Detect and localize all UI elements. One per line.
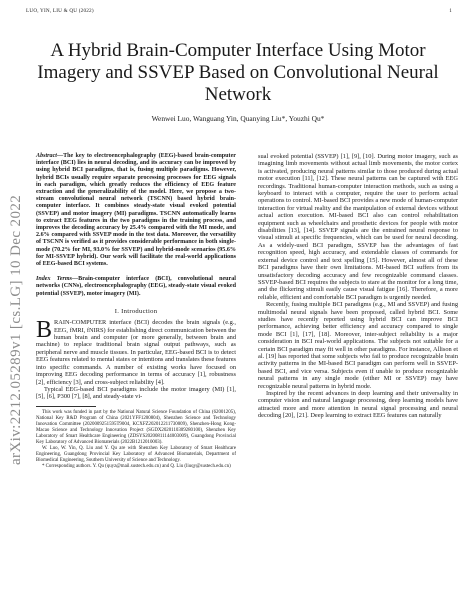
abstract-label: Abstract [36,153,57,159]
index-terms-text: —Brain-computer interface (BCI), convolutional neural networks (CNNs), electroencephalography (EEG), steady-state visual evoked potential (SSVEP), motor imagery (MI). [36,276,236,297]
right-column [258,153,458,420]
intro-paragraph-2: Typical EEG-based BCI paradigms include the motor imagery (MI) [1], [5], [6], P300 [7], [8], and steady-state vi- [36,385,236,401]
author-list: Wenwei Luo, Wanguang Yin, Quanying Liu*, Youzhi Qu* [151,114,325,123]
drop-cap: B [36,317,53,344]
footnote-corresponding: * Corresponding authors. Y. Qu (quyz@mail.sustech.edu.cn) and Q. Liu (liuqy@sustech.edu.cn) [42,463,231,469]
running-title: LUO, YIN, LIU & QU (2022) [26,8,94,14]
intro-paragraph-1-text: RAIN-COMPUTER interface (BCI) decodes the brain signals (e.g., EEG, fMRI, fNIRS) for establishing direct communication between the human brain and computer (or more generally, between brain and machine) to replace traditional brain signal output pathways, such as peripheral nerve and muscle tissues. In particular, EEG-based BCI is to detect EEG features related to mental states or intentions and translates these features into specific commands. A number of existing works have focused on improving EEG decoding performance in terms of accuracy [1], robustness [2], efficiency [3], and cross-subject reliability [4]. [36,319,236,386]
body-paragraph-3: Inspired by the recent advances in deep learning and their universality in computer vision and natural language processing, deep learning models have attracted more and more attention in neural signal processing and neural decoding [20], [21]. Deep learning to extract EEG features can naturally [258,390,458,420]
intro-paragraph-1 [36,319,236,386]
index-terms-label: Index Terms [36,276,73,283]
abstract [36,153,236,268]
arxiv-stamp [6,165,24,465]
footnote-funding: This work was funded in part by the National Natural Science Foundation of China (62001205), National Key R&D Program of China (2021YFF1200804), Shenzhen Science and Technology Innovation Committee (2020009251595T9004, KCXFZ202012211730009), Shenzhen-Hong Kong-Macao Science and Technology Innovation Project (SGDX2020110309280100), Shenzhen Key Laboratory of Smart Healthcare Engineering (ZDSYS20200811144003009), Guangdong Provincial Key Laboratory of Advanced Biomaterials (2022B1212010003). [36,409,236,445]
body-paragraph-2: Recently, fusing multiple BCI paradigms (e.g., MI and SSVEP) and fusing multimodal neural signals have been proposed, called hybrid BCI. Some studies have recently reported using hybrid BCI can improve BCI performance, achieving better efficiency and accuracy compared to single mode BCI [1], [17], [18]. Moreover, inter-subject reliability is a major consideration in BCI real-world applications. The subjects not suitable for a certain BCI paradigm may fit well in other paradigms. For instance, Allison et al. [19] has reported that some subjects who fail to produce recognizable brain activity patterns in the MI-based BCI paradigm can perform well in SSVEP-based BCI, and vice versa. Subjects even if unable to produce recognizable neural patterns in any single mode (either MI or SSVEP) may have recognizable neural patterns in hybrid mode. [258,301,458,390]
paper-title: A Hybrid Brain-Computer Interface Using Motor Imagery and SSVEP Based on Convolutional Neural Network [37,40,439,105]
abstract-text: —The key to electroencephalography (EEG)-based brain-computer interface (BCI) lies in neural decoding, and its accuracy can be improved by using hybrid BCI paradigms, that is, fusing multiple paradigms. However, hybrid BCIs usually require separate processing processes for EEG signals in each paradigm, which greatly reduces the efficiency of EEG feature extraction and the generalizability of the model. Here, we propose a two-stream convolutional neural network (TSCNN) based hybrid brain-computer interface. It combines steady-state visual evoked potential (SSVEP) and motor imagery (MI) paradigms. TSCNN automatically learns to extract EEG features in the two paradigms in the training process, and improves the decoding accuracy by 25.4% compared with the MI mode, and 2.6% compared with SSVEP mode in the test data. Moreover, the versatility of TSCNN is verified as it provides considerable performance in both single-mode (70.2% for MI, 93.0% for SSVEP) and hybrid-mode scenarios (95.6% for MI-SSVEP hybrid). Our work will facilitate the real-world applications of EEG-based BCI systems. [36,153,236,268]
index-terms [36,276,236,298]
running-header [26,8,452,17]
section-heading-introduction: I. Introduction [114,307,158,315]
body-paragraph-1: sual evoked potential (SSVEP) [1], [9], [10]. During motor imagery, such as imagining limb movements without actual limb movements, the motor cortex is activated, producing neural patterns similar to those produced during actual motor execution [11], [12]. These neural patterns can be captured with EEG recordings. Traditional human-computer interaction methods, such as using a keyboard to interact with a computer, require the user to perform actual operations to control. MI-based BCI provides a new mode of human-computer interaction for virtual reality and the manipulation of external devices without actual action execution. MI-based BCI also can control rehabilitation equipment such as wheelchairs and prosthetic devices for people with motor disabilities [13], [14]. SSVEP signals are the entrained neural response to visual stimuli at specific frequencies, which can be used for neural decoding. As a widely-used BCI paradigm, SSVEP has the advantages of fast recognition speed, high accuracy, and extendable classes of commands for external device control and text spelling [15]. However, almost all of these BCI paradigms have their own limitations. MI-based BCI suffers from its unsatisfactory decoding accuracy and few recognizable command classes. SSVEP-based BCI requires the subjects to stare at the monitor for a long time, and the flickering stimuli easily cause visual fatigue [16]. Therefore, a more reliable, efficient and comfortable BCI paradigm is urgently needed. [258,153,458,301]
page-number: 1 [449,8,452,14]
arxiv-stamp-text: arXiv:2212.05289v1 [cs.LG] 10 Dec 2022 [8,194,24,465]
footnote-affiliation: W. Luo, W. Yin, Q. Liu and Y. Qu are with Shenzhen Key Laboratory of Smart Healthcare Engineering, Guangdong Provincial Key Laboratory of Advanced Biomaterials, Department of Biomedical Engineering, Southern University of Science and Technology. [36,445,236,463]
footnote-rule [36,406,96,407]
left-column [36,153,236,470]
